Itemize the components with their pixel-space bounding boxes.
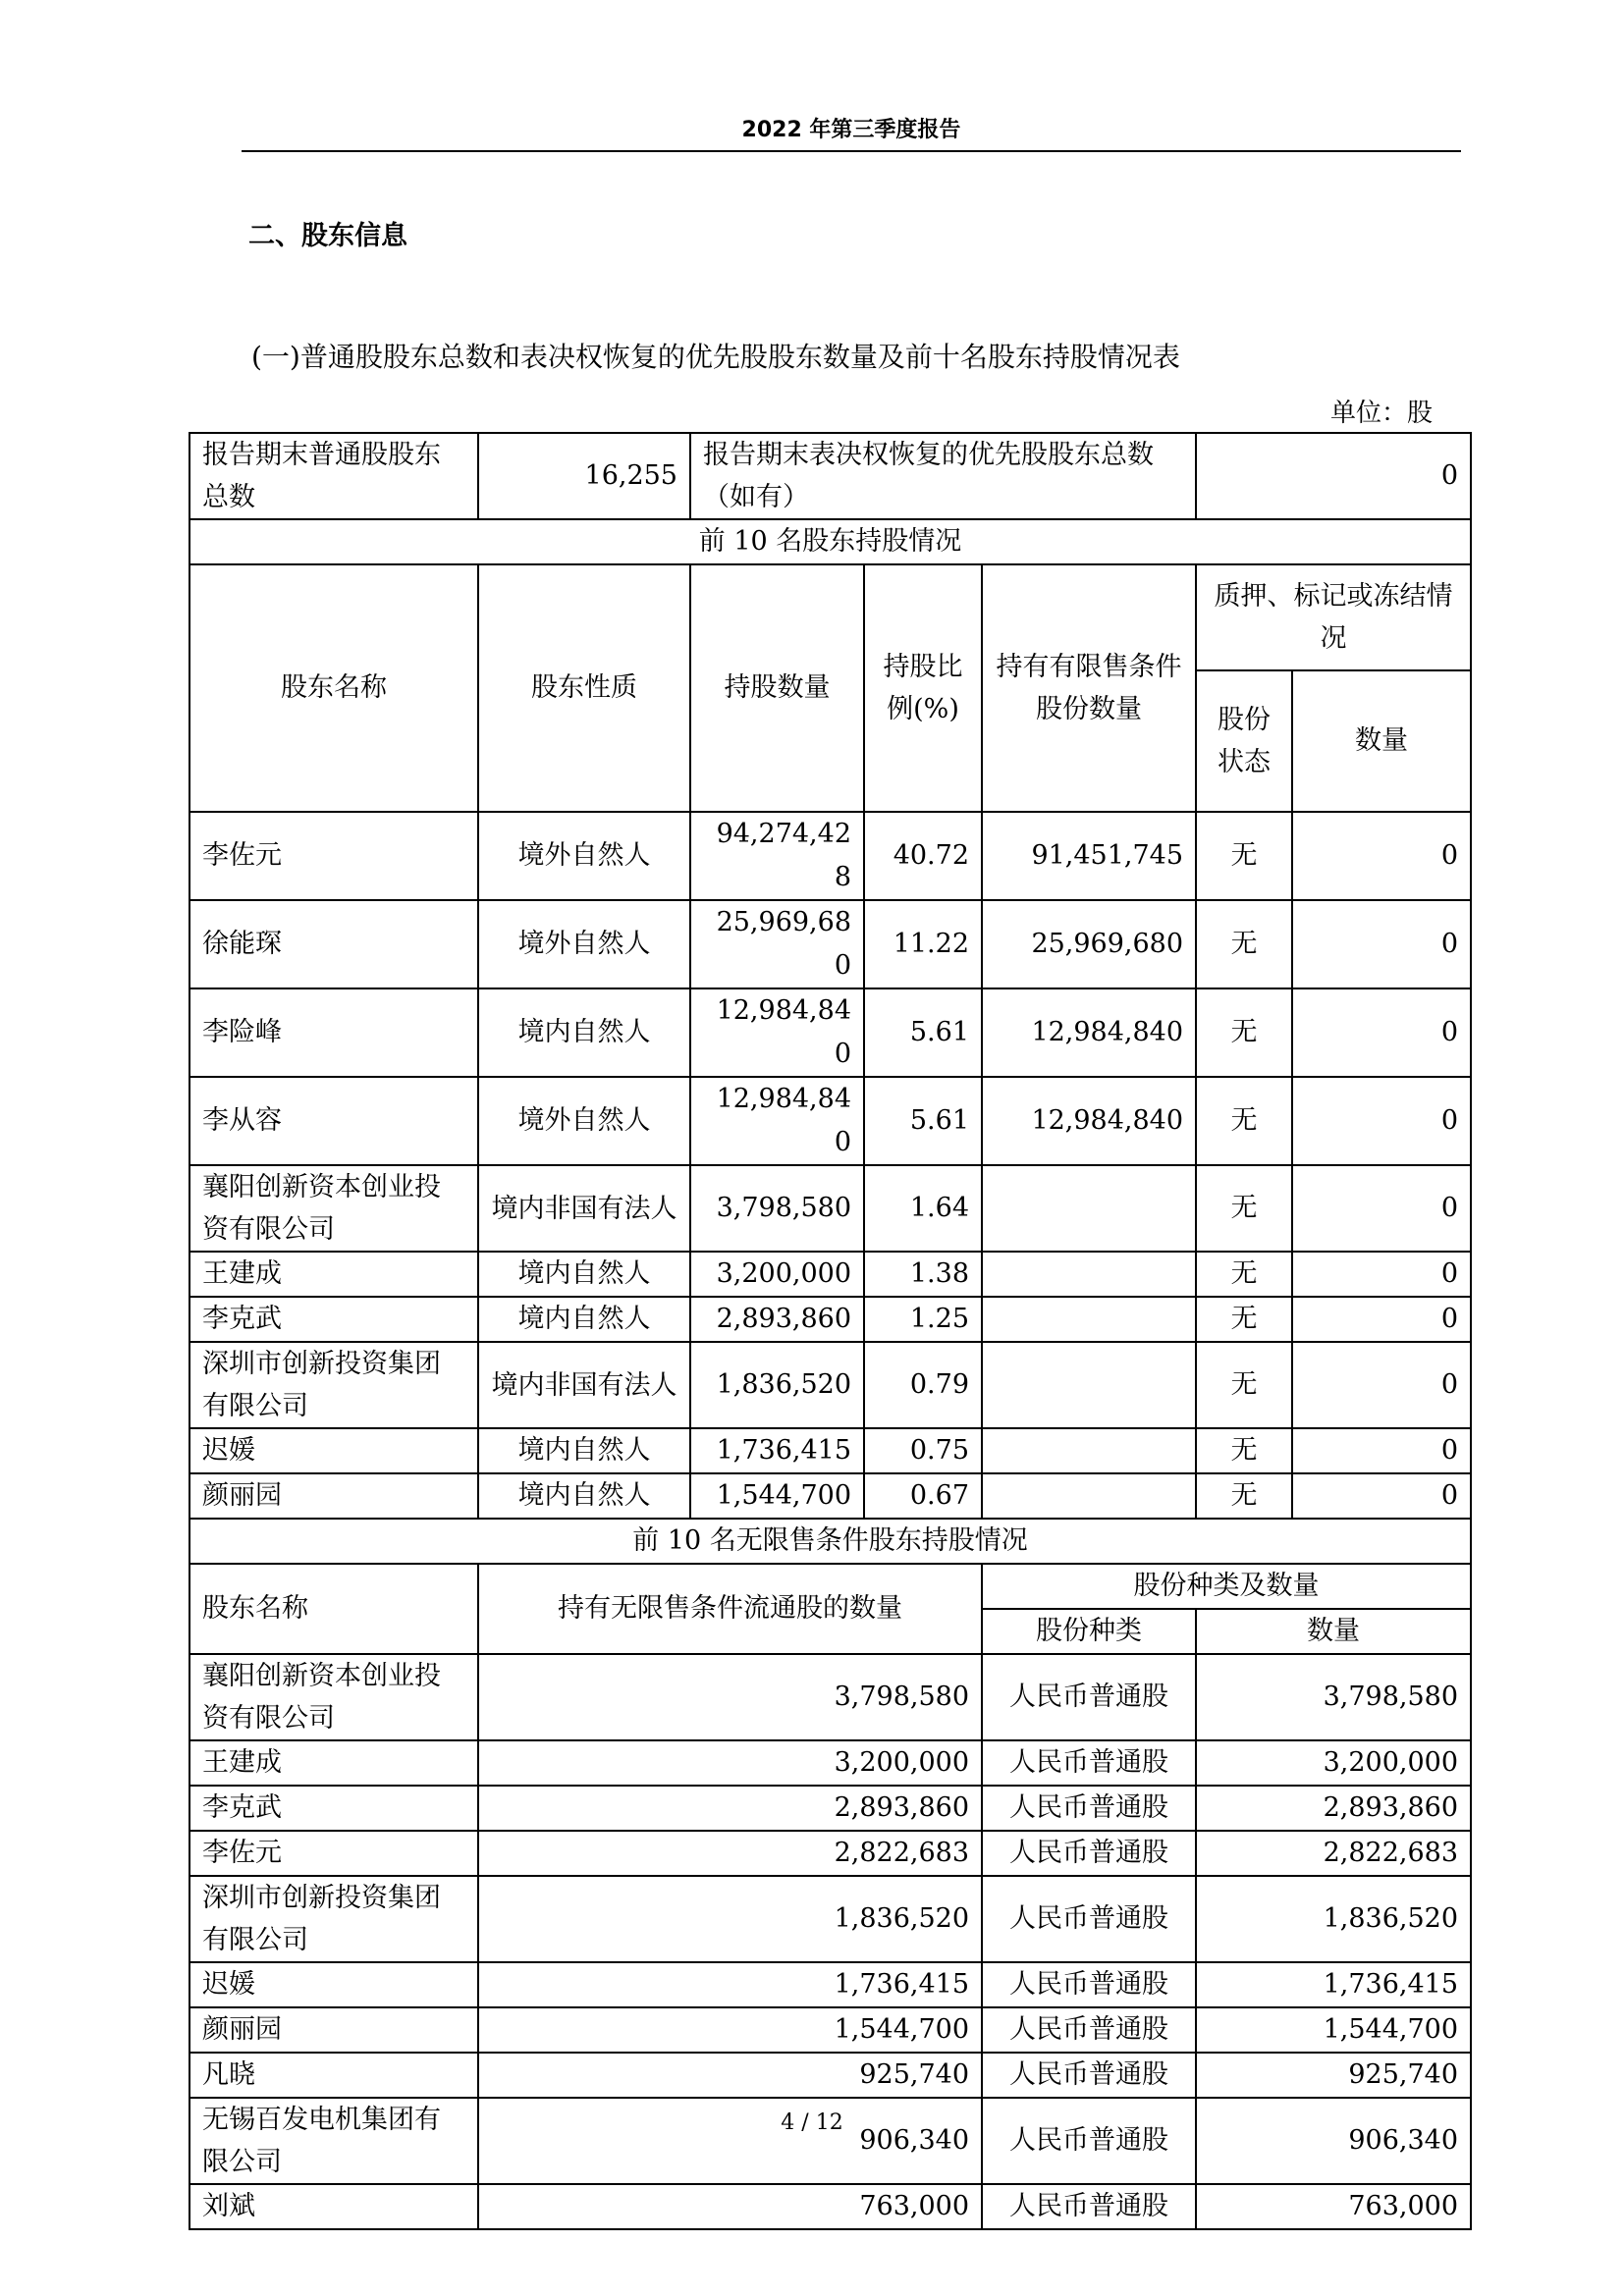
share-type: 人民币普通股: [982, 1962, 1196, 2007]
share-qty: 3,200,000: [1196, 1740, 1471, 1786]
col-header-u-name: 股东名称: [189, 1564, 478, 1654]
holder-pledge-qty: 0: [1292, 1473, 1471, 1519]
col-header-shares: 持股数量: [690, 564, 864, 812]
holder-status: 无: [1196, 988, 1292, 1077]
holder-pledge-qty: 0: [1292, 1342, 1471, 1428]
holder-name: 凡晓: [189, 2053, 478, 2098]
holder-nature: 境内自然人: [478, 1252, 690, 1297]
preferred-holders-label: 报告期末表决权恢复的优先股股东总数（如有）: [690, 433, 1196, 519]
holder-unrestricted: 3,200,000: [478, 1740, 982, 1786]
holder-shares: 12,984,840: [690, 988, 864, 1077]
holder-status: 无: [1196, 1297, 1292, 1342]
share-type: 人民币普通股: [982, 2007, 1196, 2053]
top10-section-title: 前 10 名股东持股情况: [189, 519, 1471, 564]
holder-unrestricted: 1,544,700: [478, 2007, 982, 2053]
holder-pledge-qty: 0: [1292, 1077, 1471, 1165]
holder-shares: 12,984,840: [690, 1077, 864, 1165]
holder-ratio: 1.64: [864, 1165, 982, 1252]
holder-restricted: [982, 1165, 1196, 1252]
holder-nature: 境内自然人: [478, 1428, 690, 1473]
share-qty: 1,544,700: [1196, 2007, 1471, 2053]
table-row: [189, 900, 1471, 988]
col-header-u-qty: 数量: [1196, 1609, 1471, 1654]
holder-unrestricted: 763,000: [478, 2184, 982, 2229]
holder-restricted: 25,969,680: [982, 900, 1196, 988]
holder-name: 徐能琛: [189, 900, 478, 988]
holder-shares: 1,836,520: [690, 1342, 864, 1428]
holder-shares: 3,798,580: [690, 1165, 864, 1252]
table-row: [189, 1473, 1471, 1519]
col-header-u-type-qty: 股份种类及数量: [982, 1564, 1471, 1609]
table-row: [189, 1740, 1471, 1786]
holder-nature: 境内自然人: [478, 1473, 690, 1519]
col-header-name: 股东名称: [189, 564, 478, 812]
holder-pledge-qty: 0: [1292, 988, 1471, 1077]
share-qty: 763,000: [1196, 2184, 1471, 2229]
holder-name: 襄阳创新资本创业投资有限公司: [189, 1165, 478, 1252]
holder-shares: 3,200,000: [690, 1252, 864, 1297]
share-qty: 1,736,415: [1196, 1962, 1471, 2007]
holder-nature: 境外自然人: [478, 900, 690, 988]
table-row: [189, 1654, 1471, 1740]
holder-shares: 2,893,860: [690, 1297, 864, 1342]
share-type: 人民币普通股: [982, 1831, 1196, 1876]
share-qty: 2,893,860: [1196, 1786, 1471, 1831]
col-header-nature: 股东性质: [478, 564, 690, 812]
holder-restricted: 12,984,840: [982, 988, 1196, 1077]
holder-ratio: 0.67: [864, 1473, 982, 1519]
holder-unrestricted: 906,340: [478, 2098, 982, 2184]
holder-name: 李佐元: [189, 812, 478, 900]
share-type: 人民币普通股: [982, 2098, 1196, 2184]
holder-status: 无: [1196, 1077, 1292, 1165]
col-header-u-unrestricted: 持有无限售条件流通股的数量: [478, 1564, 982, 1654]
holder-nature: 境外自然人: [478, 1077, 690, 1165]
table-row: [189, 2184, 1471, 2229]
share-qty: 925,740: [1196, 2053, 1471, 2098]
holder-status: 无: [1196, 1252, 1292, 1297]
col-header-ratio: 持股比例(%): [864, 564, 982, 812]
holder-name: 刘斌: [189, 2184, 478, 2229]
share-qty: 906,340: [1196, 2098, 1471, 2184]
holder-name: 李克武: [189, 1786, 478, 1831]
share-type: 人民币普通股: [982, 2184, 1196, 2229]
table-row: [189, 1342, 1471, 1428]
holder-pledge-qty: 0: [1292, 1428, 1471, 1473]
share-type: 人民币普通股: [982, 1740, 1196, 1786]
holder-unrestricted: 2,893,860: [478, 1786, 982, 1831]
holder-restricted: [982, 1428, 1196, 1473]
holder-name: 王建成: [189, 1252, 478, 1297]
holder-status: 无: [1196, 1165, 1292, 1252]
holder-name: 李佐元: [189, 1831, 478, 1876]
table-row: [189, 1786, 1471, 1831]
holder-unrestricted: 1,736,415: [478, 1962, 982, 2007]
share-type: 人民币普通股: [982, 1876, 1196, 1962]
holder-status: 无: [1196, 1473, 1292, 1519]
table-row: [189, 1077, 1471, 1165]
holder-ratio: 5.61: [864, 1077, 982, 1165]
holder-pledge-qty: 0: [1292, 1165, 1471, 1252]
holder-status: 无: [1196, 812, 1292, 900]
table-row: [189, 1252, 1471, 1297]
table-row: [189, 1962, 1471, 2007]
holder-nature: 境内非国有法人: [478, 1165, 690, 1252]
holder-unrestricted: 1,836,520: [478, 1876, 982, 1962]
holder-nature: 境内自然人: [478, 1297, 690, 1342]
table-row: [189, 1297, 1471, 1342]
common-holders-label: 报告期末普通股股东总数: [189, 433, 478, 519]
table-row: [189, 1831, 1471, 1876]
table-row: [189, 1165, 1471, 1252]
share-qty: 1,836,520: [1196, 1876, 1471, 1962]
holder-nature: 境内非国有法人: [478, 1342, 690, 1428]
col-header-status: 股份状态: [1196, 670, 1292, 812]
share-type: 人民币普通股: [982, 1786, 1196, 1831]
col-header-u-type: 股份种类: [982, 1609, 1196, 1654]
holder-restricted: 12,984,840: [982, 1077, 1196, 1165]
holder-status: 无: [1196, 1342, 1292, 1428]
table-row: [189, 812, 1471, 900]
share-type: 人民币普通股: [982, 1654, 1196, 1740]
page-number: 4 / 12: [781, 2110, 843, 2135]
holder-unrestricted: 3,798,580: [478, 1654, 982, 1740]
holder-status: 无: [1196, 1428, 1292, 1473]
holder-ratio: 0.75: [864, 1428, 982, 1473]
section-title: 二、股东信息: [248, 221, 407, 251]
holder-shares: 25,969,680: [690, 900, 864, 988]
share-type: 人民币普通股: [982, 2053, 1196, 2098]
holder-ratio: 11.22: [864, 900, 982, 988]
holder-ratio: 40.72: [864, 812, 982, 900]
col-header-qty: 数量: [1292, 670, 1471, 812]
holder-unrestricted: 2,822,683: [478, 1831, 982, 1876]
table-row: [189, 2053, 1471, 2098]
holder-name: 无锡百发电机集团有限公司: [189, 2098, 478, 2184]
holder-shares: 1,544,700: [690, 1473, 864, 1519]
holder-nature: 境内自然人: [478, 988, 690, 1077]
table-row: [189, 1428, 1471, 1473]
preferred-holders-value: 0: [1196, 433, 1471, 519]
holder-name: 王建成: [189, 1740, 478, 1786]
holder-shares: 94,274,428: [690, 812, 864, 900]
share-qty: 2,822,683: [1196, 1831, 1471, 1876]
holder-name: 李克武: [189, 1297, 478, 1342]
holder-restricted: 91,451,745: [982, 812, 1196, 900]
shareholder-table: [189, 432, 1472, 2230]
holder-name: 颜丽园: [189, 1473, 478, 1519]
holder-restricted: [982, 1342, 1196, 1428]
holder-shares: 1,736,415: [690, 1428, 864, 1473]
holder-ratio: 0.79: [864, 1342, 982, 1428]
holder-name: 深圳市创新投资集团有限公司: [189, 1876, 478, 1962]
table-caption: (一)普通股股东总数和表决权恢复的优先股股东数量及前十名股东持股情况表: [251, 341, 1180, 373]
holder-name: 李险峰: [189, 988, 478, 1077]
col-header-pledge: 质押、标记或冻结情况: [1196, 564, 1471, 670]
unrestricted-section-title: 前 10 名无限售条件股东持股情况: [189, 1519, 1471, 1564]
header-divider: [242, 150, 1461, 152]
holder-name: 深圳市创新投资集团有限公司: [189, 1342, 478, 1428]
holder-pledge-qty: 0: [1292, 1252, 1471, 1297]
holder-pledge-qty: 0: [1292, 900, 1471, 988]
holder-unrestricted: 925,740: [478, 2053, 982, 2098]
holder-ratio: 5.61: [864, 988, 982, 1077]
common-holders-value: 16,255: [478, 433, 690, 519]
table-row: [189, 1876, 1471, 1962]
holder-restricted: [982, 1297, 1196, 1342]
holder-name: 颜丽园: [189, 2007, 478, 2053]
holder-name: 迟媛: [189, 1428, 478, 1473]
share-qty: 3,798,580: [1196, 1654, 1471, 1740]
unit-label: 单位：股: [1329, 399, 1433, 428]
holder-nature: 境外自然人: [478, 812, 690, 900]
holder-pledge-qty: 0: [1292, 812, 1471, 900]
holder-ratio: 1.38: [864, 1252, 982, 1297]
table-row: [189, 988, 1471, 1077]
holder-pledge-qty: 0: [1292, 1297, 1471, 1342]
holder-restricted: [982, 1473, 1196, 1519]
holder-ratio: 1.25: [864, 1297, 982, 1342]
holder-name: 襄阳创新资本创业投资有限公司: [189, 1654, 478, 1740]
report-header-title: 2022 年第三季度报告: [741, 118, 961, 142]
holder-restricted: [982, 1252, 1196, 1297]
col-header-restricted: 持有有限售条件股份数量: [982, 564, 1196, 812]
holder-name: 李从容: [189, 1077, 478, 1165]
holder-status: 无: [1196, 900, 1292, 988]
table-row: [189, 2007, 1471, 2053]
summary-row: [189, 433, 1471, 519]
holder-name: 迟媛: [189, 1962, 478, 2007]
